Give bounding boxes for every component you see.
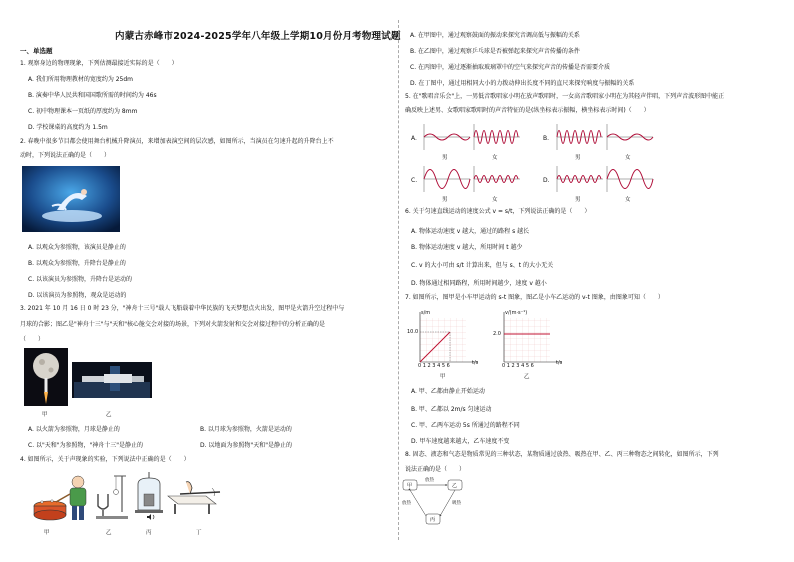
- q7-graph2-value: 2.0: [493, 331, 501, 337]
- drum-experiment-figure: [30, 468, 96, 522]
- q3-option-b[interactable]: B. 以月球为参照物，火箭是运动的: [200, 426, 292, 433]
- q7-stem: 7. 如图所示，图甲是小车甲运动的 s-t 图象，图乙是小车乙运动的 v-t 图象，由图象可知（ ）: [405, 294, 664, 301]
- q7-graph2-caption: 乙: [524, 374, 530, 380]
- column-divider: [398, 20, 399, 540]
- q2-option-b[interactable]: B. 以观众为参照物，升降台是静止的: [28, 260, 126, 267]
- q4-caption-b: 乙: [106, 530, 112, 536]
- q7-option-c[interactable]: C. 甲、乙两车运动 5s 所通过的路程不同: [411, 422, 520, 429]
- q1-option-b[interactable]: B. 演奏中华人民共和国国歌所需的时间约为 46s: [28, 92, 157, 99]
- q2-stem-line2: 动时，下列说法正确的是（ ）: [20, 152, 111, 159]
- q3-stem-line1: 3. 2021 年 10 月 16 日 0 时 23 分，"神舟十三号"载人飞船载着中华民族的飞天梦想点火出发，图甲是火箭升空过程中与: [20, 305, 345, 312]
- q7-option-a[interactable]: A. 甲、乙都由静止开始运动: [411, 388, 485, 395]
- q5-stem-line1: 5. 在"歌唱音乐会"上，一男低音歌唱家小明在放声歌唱时，一女高音歌唱家小明在为其轻声伴唱，下列声音波形图中能正: [405, 93, 725, 100]
- q6-option-c[interactable]: C. v 的大小可由 s/t 计算出来，但与 s、t 的大小无关: [411, 262, 554, 269]
- q5-option-a[interactable]: A.: [411, 135, 417, 142]
- q5-label-female-b: 女: [625, 155, 631, 161]
- q5-label-male-b: 男: [575, 155, 581, 161]
- q2-option-a[interactable]: A. 以观众为参照物，该演员是静止的: [28, 244, 126, 251]
- q6-option-b[interactable]: B. 物体运动速度 v 越大，所用时间 t 越少: [411, 244, 523, 251]
- bell-jar-figure: [134, 470, 164, 522]
- q5-waveform-c: [422, 164, 522, 194]
- q4-caption-a: 甲: [44, 530, 50, 536]
- q4-option-d[interactable]: D. 在丁图中，通过用相同大小的力拨动伸出长度不同的直尺来探究响度与振幅的关系: [410, 80, 635, 87]
- q8-edge-label-3: 吸热: [452, 501, 461, 506]
- tuning-fork-figure: [92, 472, 132, 520]
- q3-stem-line3: （ ）: [20, 336, 45, 343]
- q7-graph1-ticks: 0 1 2 3 4 5 6: [418, 363, 450, 369]
- q8-stem-line2: 说法正确的是（ ）: [405, 466, 466, 473]
- q4-option-a[interactable]: A. 在甲图中，通过观察鼓面的振动来探究音调高低与振幅的关系: [410, 32, 580, 39]
- q2-option-c[interactable]: C. 以该演员为参照物，升降台是运动的: [28, 276, 133, 283]
- q3-option-a[interactable]: A. 以火箭为参照物，月球是静止的: [28, 426, 120, 433]
- q5-label-female-a: 女: [492, 155, 498, 161]
- page-title: 内蒙古赤峰市2024-2025学年八年级上学期10月份月考物理试题: [115, 31, 401, 42]
- q5-label-female-d: 女: [625, 197, 631, 203]
- q3-caption-a: 甲: [42, 412, 48, 418]
- q7-option-b[interactable]: B. 甲、乙都以 2m/s 匀速运动: [411, 406, 492, 413]
- q1-option-c[interactable]: C. 初中物理课本一页纸的厚度约为 8mm: [28, 108, 138, 115]
- q5-option-c[interactable]: C.: [411, 177, 418, 184]
- docking-photo: [72, 362, 152, 398]
- q8-edge-label-2: 放热: [402, 501, 411, 506]
- q5-option-d[interactable]: D.: [543, 177, 550, 184]
- q5-label-male-c: 男: [442, 197, 448, 203]
- q4-caption-d: 丁: [196, 530, 202, 536]
- q5-label-male-d: 男: [575, 197, 581, 203]
- q1-option-a[interactable]: A. 我们所用物理教材的宽度约为 25dm: [28, 76, 134, 83]
- q5-waveform-a: [422, 122, 522, 152]
- q8-node-bing: 丙: [430, 517, 436, 523]
- q8-stem-line1: 8. 固态、液态和气态是物质常见的三种状态，某物质通过放热、吸热在甲、乙、丙三种物态之间转化，如图所示，下列: [405, 451, 719, 458]
- q6-option-a[interactable]: A. 物体运动速度 v 越大，通过的路程 s 越长: [411, 228, 530, 235]
- q4-stem: 4. 如图所示，关于声现象的实验，下列说法中正确的是（ ）: [20, 456, 190, 463]
- q5-waveform-d: [555, 164, 655, 194]
- q8-node-yi: 乙: [452, 483, 458, 489]
- rocket-moon-photo: [24, 348, 68, 406]
- q8-edge-label-1: 放热: [425, 478, 434, 483]
- q5-stem-line2: 确反映上述男、女歌唱家歌唱时的声音特征的是(纵坐标表示振幅，横坐标表示时间)（ ）: [405, 107, 650, 114]
- q3-stem-line2: 月球的合影；图乙是"神舟十三"与"天和"核心舱交会对接的场景，下列对火箭发射和交会对接过程中的分析正确的是: [20, 321, 326, 328]
- q1-stem: 1. 观察身边的物理现象，下列估测最接近实际的是（ ）: [20, 60, 178, 67]
- section-heading: 一、单选题: [20, 47, 53, 55]
- q1-option-d[interactable]: D. 学校课桌的高度约为 1.5m: [28, 124, 108, 131]
- q5-label-male-a: 男: [442, 155, 448, 161]
- q4-option-b[interactable]: B. 在乙图中，通过观察乒乓球是否被弹起来探究声音传播的条件: [410, 48, 580, 55]
- q7-option-d[interactable]: D. 甲车速度越来越大，乙车速度不变: [411, 438, 510, 445]
- q7-graph1-xlabel: t/s: [472, 360, 479, 366]
- ruler-on-table-figure: [166, 474, 222, 514]
- q2-option-d[interactable]: D. 以该演员为参照物，观众是运动的: [28, 292, 127, 299]
- q5-option-b[interactable]: B.: [543, 135, 550, 142]
- q4-option-c[interactable]: C. 在丙图中，通过逐渐抽取玻璃罩中的空气来探究声音的传播是否需要介质: [410, 64, 611, 71]
- q5-label-female-c: 女: [492, 197, 498, 203]
- q7-graph1-caption: 甲: [440, 374, 446, 380]
- q7-graph2-ticks: 0 1 2 3 4 5 6: [502, 363, 534, 369]
- q6-option-d[interactable]: D. 物体通过相同路程，所用时间越少，速度 v 越小: [411, 280, 547, 287]
- q8-node-jia: 甲: [407, 483, 413, 489]
- q7-graph2-ylabel: v/(m·s⁻¹): [505, 310, 528, 316]
- q6-stem: 6. 关于匀速直线运动的速度公式 v = s/t，下列说法正确的是（ ）: [405, 208, 591, 215]
- stage-performance-photo: [22, 166, 120, 232]
- q3-option-d[interactable]: D. 以地面为参照物"天和"是静止的: [200, 442, 292, 449]
- q7-graph1-ylabel: s/m: [421, 310, 431, 316]
- q7-graph1-value: 10.0: [407, 329, 419, 335]
- q7-graph2-xlabel: t/s: [556, 360, 563, 366]
- q4-caption-c: 丙: [146, 530, 152, 536]
- q5-waveform-b: [555, 122, 655, 152]
- q3-option-c[interactable]: C. 以"天和"为参照物，"神舟十三"是静止的: [28, 442, 144, 449]
- q2-stem-line1: 2. 春晚中很多节目都会使用舞台机械升降演员，来增加表演空间的层次感，如图所示，当演员在匀速升起的升降台上不: [20, 138, 334, 145]
- q3-caption-b: 乙: [106, 412, 112, 418]
